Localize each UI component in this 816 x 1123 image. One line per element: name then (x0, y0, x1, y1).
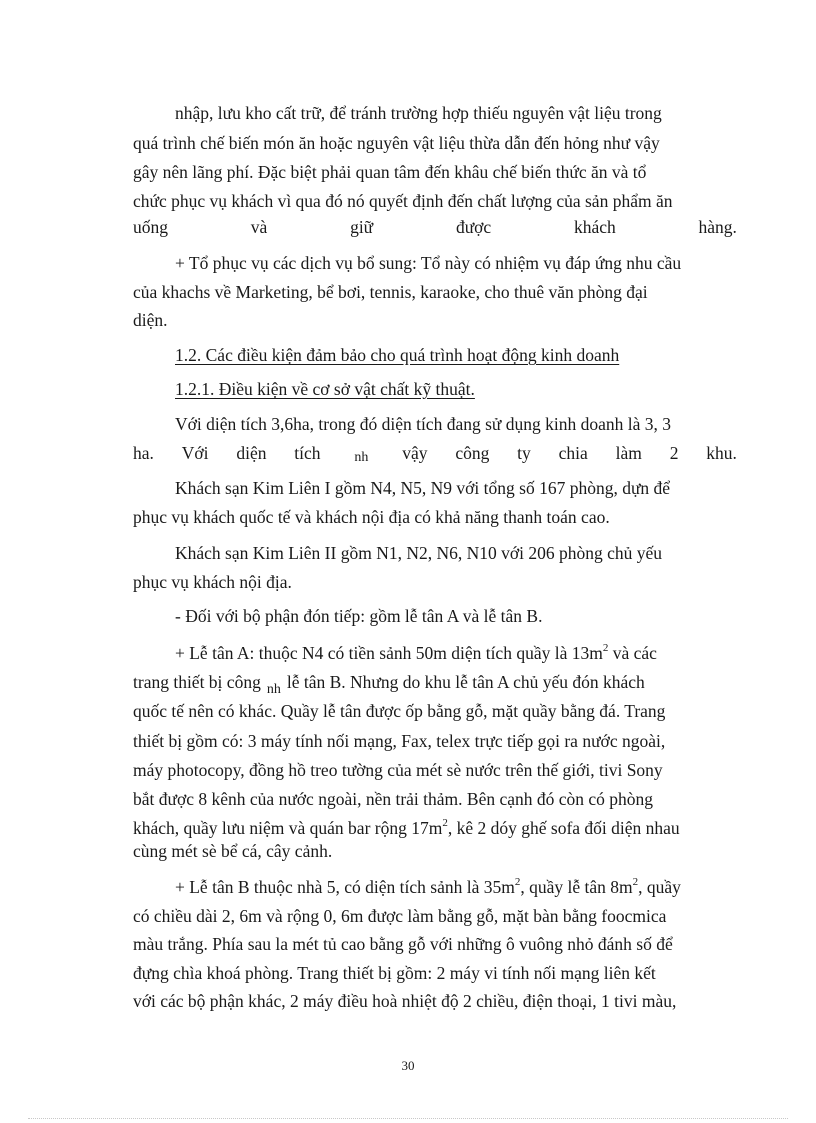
text-line: của khachs về Marketing, bể bơi, tennis, karaoke, cho thuê văn phòng đại (133, 282, 648, 302)
word: công (455, 443, 490, 463)
word: và (250, 217, 268, 237)
section-heading: 1.2. Các điều kiện đảm bảo cho quá trình hoạt động kinh doanh (175, 345, 620, 365)
word: diện (236, 443, 267, 463)
text-line: thiết bị gồm có: 3 máy tính nối mạng, Fax, telex trực tiếp gọi ra nước ngoài, (133, 731, 666, 751)
text-line: gây nên lãng phí. Đặc biệt phải quan tâm đến khâu chế biến thức ăn và tổ (133, 162, 647, 182)
text-fragment: lễ tân B. Nhưng do khu lễ tân A chủ yếu đón khách (286, 672, 645, 692)
subsection-heading: 1.2.1. Điều kiện về cơ sở vật chất kỹ thuật. (175, 379, 475, 399)
text-line: - Đối với bộ phận đón tiếp: gồm lễ tân A và lễ tân B. (175, 606, 543, 626)
superscript: 2 (632, 876, 639, 888)
small-text-fragment: nh (266, 682, 281, 697)
text-fragment: + Lễ tân A: thuộc N4 có tiền sảnh 50m diện tích quầy là 13m (175, 643, 603, 663)
text-line (175, 872, 681, 902)
text-line: cùng mét sè bể cá, cây cảnh. (133, 841, 333, 861)
superscript: 2 (514, 876, 521, 888)
word: tích (294, 443, 321, 463)
word: vậy (402, 443, 428, 463)
text-line: đựng chìa khoá phòng. Trang thiết bị gồm: 2 máy vi tính nối mạng liên kết (133, 963, 656, 983)
text-fragment: và các (608, 643, 657, 663)
text-fragment: + Lễ tân B thuộc nhà 5, có diện tích sảnh là 35m (175, 877, 515, 897)
text-line: có chiều dài 2, 6m và rộng 0, 6m được làm bằng gỗ, mặt bàn bằng foocmica (133, 906, 667, 926)
text-line: diện. (133, 310, 168, 330)
text-line: phục vụ khách nội địa. (133, 572, 292, 592)
word: khu. (706, 443, 737, 463)
page-bottom-divider (28, 1118, 788, 1119)
text-line: Với diện tích 3,6ha, trong đó diện tích đang sử dụng kinh doanh là 3, 3 (175, 414, 672, 434)
justified-text-line (133, 212, 737, 242)
text-line: màu trắng. Phía sau la mét tủ cao bằng gỗ với những ô vuông nhỏ đánh số để (133, 934, 673, 954)
text-line: bắt được 8 kênh của nước ngoài, nền trải thảm. Bên cạnh đó còn có phòng (133, 789, 654, 809)
word: hàng. (698, 217, 737, 237)
justified-text-line (133, 438, 737, 468)
text-line: + Tổ phục vụ các dịch vụ bổ sung: Tổ này có nhiệm vụ đáp ứng nhu cầu (175, 253, 682, 273)
text-line: Khách sạn Kim Liên I gồm N4, N5, N9 với tổng số 167 phòng, dựn để (175, 478, 671, 498)
word: Với (181, 443, 209, 463)
text-line: phục vụ khách quốc tế và khách nội địa có khả năng thanh toán cao. (133, 507, 610, 527)
text-fragment: , quầy lễ tân 8m (520, 877, 633, 897)
small-text-fragment: nh (354, 450, 369, 465)
text-line: máy photocopy, đồng hồ treo tường của mét sè nước trên thế giới, tivi Sony (133, 760, 663, 780)
text-line: nhập, lưu kho cất trữ, để tránh trường hợp thiếu nguyên vật liệu trong (175, 103, 662, 123)
text-line: quá trình chế biến món ăn hoặc nguyên vật liệu thừa dẫn đến hỏng như vậy (133, 133, 660, 153)
word: ty (517, 443, 531, 463)
text-line: quốc tế nên có khác. Quầy lễ tân được ốp bằng gỗ, mặt quầy bằng đá. Trang (133, 701, 666, 721)
word: uống (133, 217, 168, 237)
superscript: 2 (442, 817, 448, 829)
text-fragment: , kê 2 dóy ghế sofa đối diện nhau (447, 818, 680, 838)
text-fragment: khách, quầy lưu niệm và quán bar rộng 17m (133, 818, 443, 838)
word: chia (558, 443, 588, 463)
text-line: với các bộ phận khác, 2 máy điều hoà nhiệt độ 2 chiều, điện thoại, 1 tivi màu, (133, 991, 677, 1011)
page-number: 30 (401, 1058, 415, 1073)
text-fragment: , quầy (638, 877, 681, 897)
text-fragment: trang thiết bị công (133, 672, 261, 692)
text-line (175, 638, 657, 668)
word: làm (615, 443, 642, 463)
word: khách (573, 217, 616, 237)
word: được (455, 217, 492, 237)
word: 2 (669, 443, 679, 463)
superscript: 2 (602, 642, 609, 654)
text-line: chức phục vụ khách vì qua đó nó quyết định đến chất lượng của sản phẩm ăn (133, 191, 673, 211)
text-line (133, 667, 645, 697)
word: giữ (350, 217, 374, 237)
text-line: Khách sạn Kim Liên II gồm N1, N2, N6, N10 với 206 phòng chủ yếu (175, 543, 663, 563)
word: ha. (133, 443, 154, 463)
